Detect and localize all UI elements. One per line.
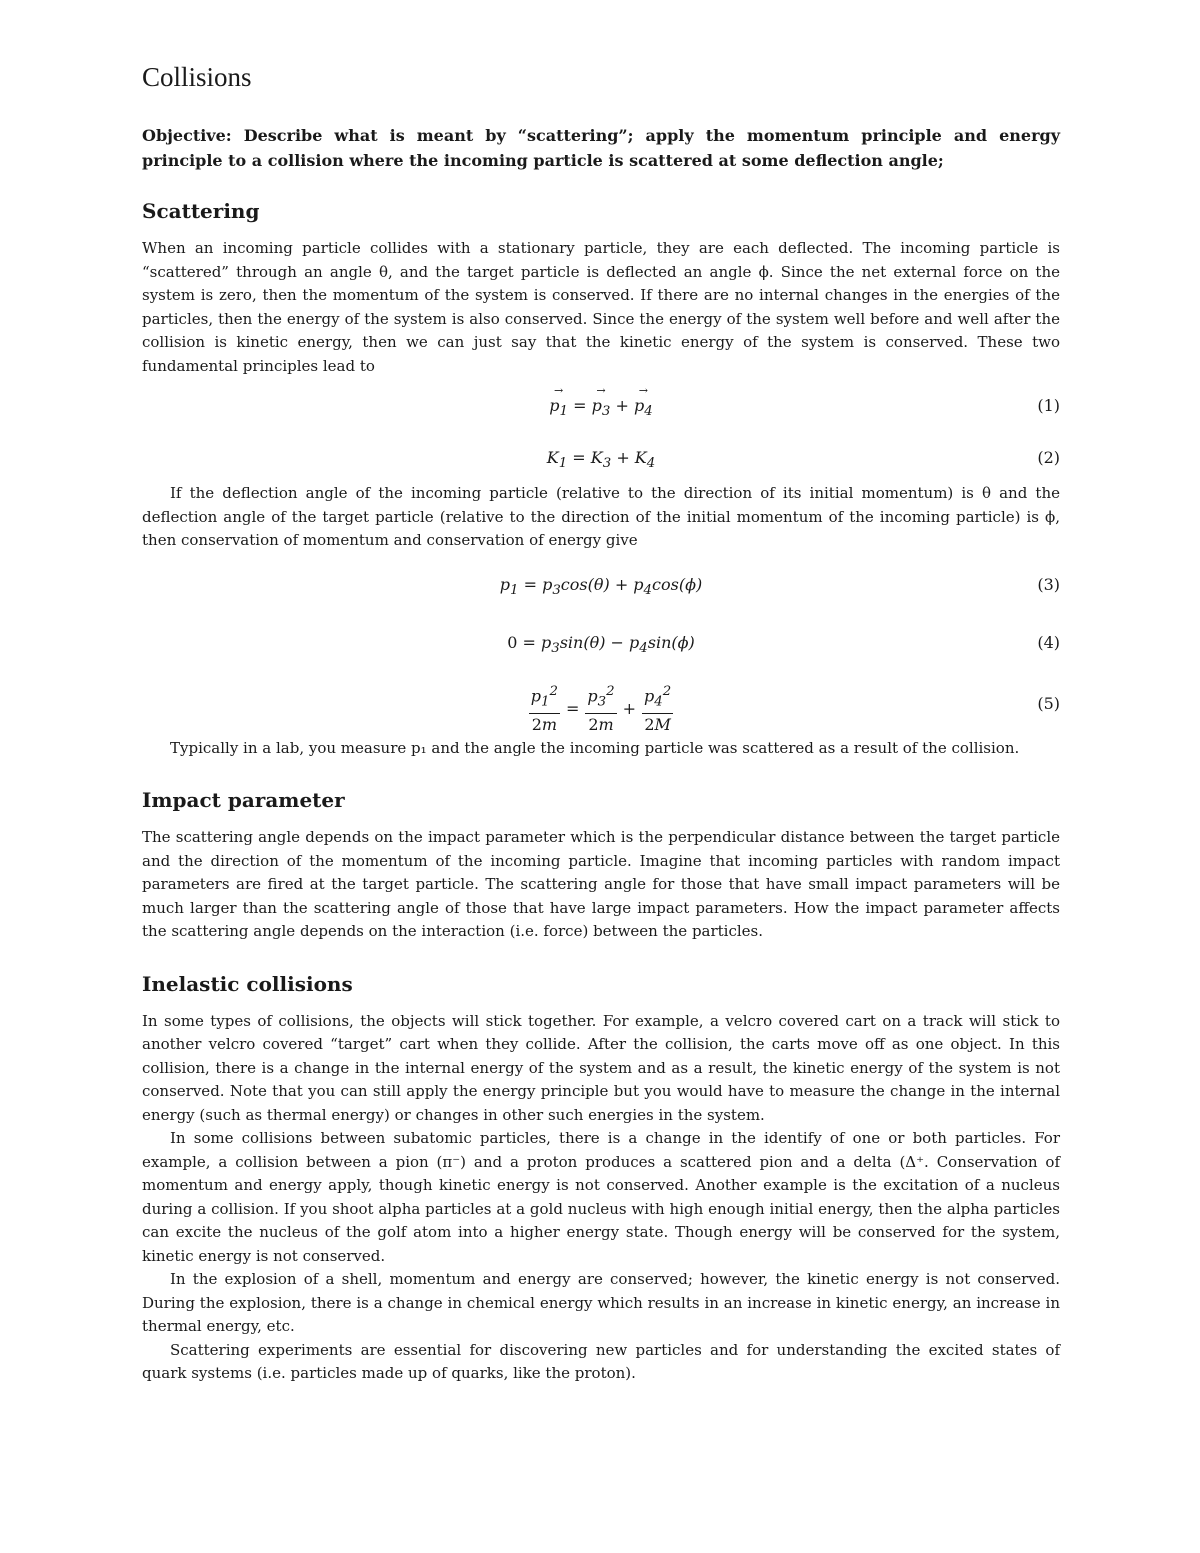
inelastic-paragraph-4: Scattering experiments are essential for discovering new particles and for understanding the excited states of quark systems (i.e. particles made up of quarks, like the proton).: [142, 1340, 1060, 1382]
equation-4: $0 = p_3\sin(\theta) - p_4\sin(\phi)$ (4): [507, 632, 1060, 656]
scattering-paragraph-2: If the deflection angle of the incoming particle (relative to the direction of its initial momentum) is θ and the deflection angle of the target particle (relative to the direction of the initial momentum of the incoming particle) is ϕ, then conservation of momentum and conservation of energy give: [142, 484, 1060, 549]
equation-number: (1): [1037, 396, 1060, 415]
equation-3: $p_1 = p_3\cos(\theta) + p_4\cos(\phi)$ (3): [499, 574, 1060, 598]
section-heading-scattering: Scattering: [142, 199, 260, 223]
inelastic-paragraph-2: In some collisions between subatomic particles, there is a change in the identify of one or both particles. For example, a collision between a pion (π⁻) and a proton produces a scattered pion and a delta (Δ⁺. Conservation of momentum and energy apply, though kinetic energy is not conserved. Another example is the excitation of a nucleus during a collision. If you shoot alpha particles at a gold nucleus with high enough initial energy, then the alpha particles can excite the nucleus of the golf atom into a higher energy state. Though energy will be conserved for the system, kinetic energy is not conserved.: [142, 1129, 1060, 1265]
equation-5: $\frac{p_1^2}{2m}$ = $\frac{p_3^2}{2m}$ + $\frac{p_4^2}{2M}$ (5): [142, 681, 1060, 729]
equation-number: (4): [1037, 632, 1060, 652]
scattering-paragraph-1: When an incoming particle collides with a stationary particle, they are each deflected. The incoming particle is “scattered” through an angle θ, and the target particle is deflected an angle ϕ. Since the net external force on the system is zero, then the momentum of the system is conserved. If there are no internal changes in the energies of the particles, then the energy of the system is also conserved. Since the energy of the system well before and well after the collision is kinetic energy, then we can just say that the kinetic energy of the system is conserved. These two fundamental principles lead to: [142, 239, 1060, 375]
scattering-paragraph-3: Typically in a lab, you measure p₁ and the angle the incoming particle was scattered as a result of the collision.: [170, 738, 1020, 757]
equation-2: $K_1 = K_3 + K_4$ (2): [546, 448, 1060, 472]
inelastic-paragraph-1: In some types of collisions, the objects will stick together. For example, a velcro covered cart on a track will stick to another velcro covered “target” cart when they collide. After the collision, the carts move off as one object. In this collision, there is a change in the internal energy of the system and as a result, the kinetic energy of the system is not conserved. Note that you can still apply the energy principle but you would have to measure the change in the internal energy (such as thermal energy) or changes in other such energies in the system.: [142, 1011, 1060, 1124]
equation-1: $p_1$ → = $p_3$ → + $p_4$ → (1): [142, 396, 1060, 418]
section-heading-inelastic-collisions: Inelastic collisions: [142, 971, 353, 996]
inelastic-paragraph-3: In the explosion of a shell, momentum and energy are conserved; however, the kinetic energy is not conserved. During the explosion, there is a change in chemical energy which results in an increase in kinetic energy, an increase in thermal energy, etc.: [142, 1270, 1060, 1335]
equation-number: (5): [1037, 693, 1060, 713]
section-heading-impact-parameter: Impact parameter: [142, 788, 345, 812]
impact-paragraph-1: The scattering angle depends on the impact parameter which is the perpendicular distance between the target particle and the direction of the momentum of the incoming particle. Imagine that incoming particles with random impact parameters are fired at the target particle. The scattering angle for those that have small impact parameters will be much larger than the scattering angle of those that have large impact parameters. How the impact parameter affects the scattering angle depends on the interaction (i.e. force) between the particles.: [142, 828, 1060, 940]
equation-number: (3): [1037, 574, 1060, 594]
document-page: [142, 62, 1060, 1386]
equation-number: (2): [1037, 448, 1060, 467]
objective-text: Objective: Describe what is meant by “scattering”; apply the momentum principle and energy principle to a collision where the incoming particle is scattered at some deflection angle;: [142, 126, 1060, 170]
page-title: Collisions: [142, 62, 252, 92]
